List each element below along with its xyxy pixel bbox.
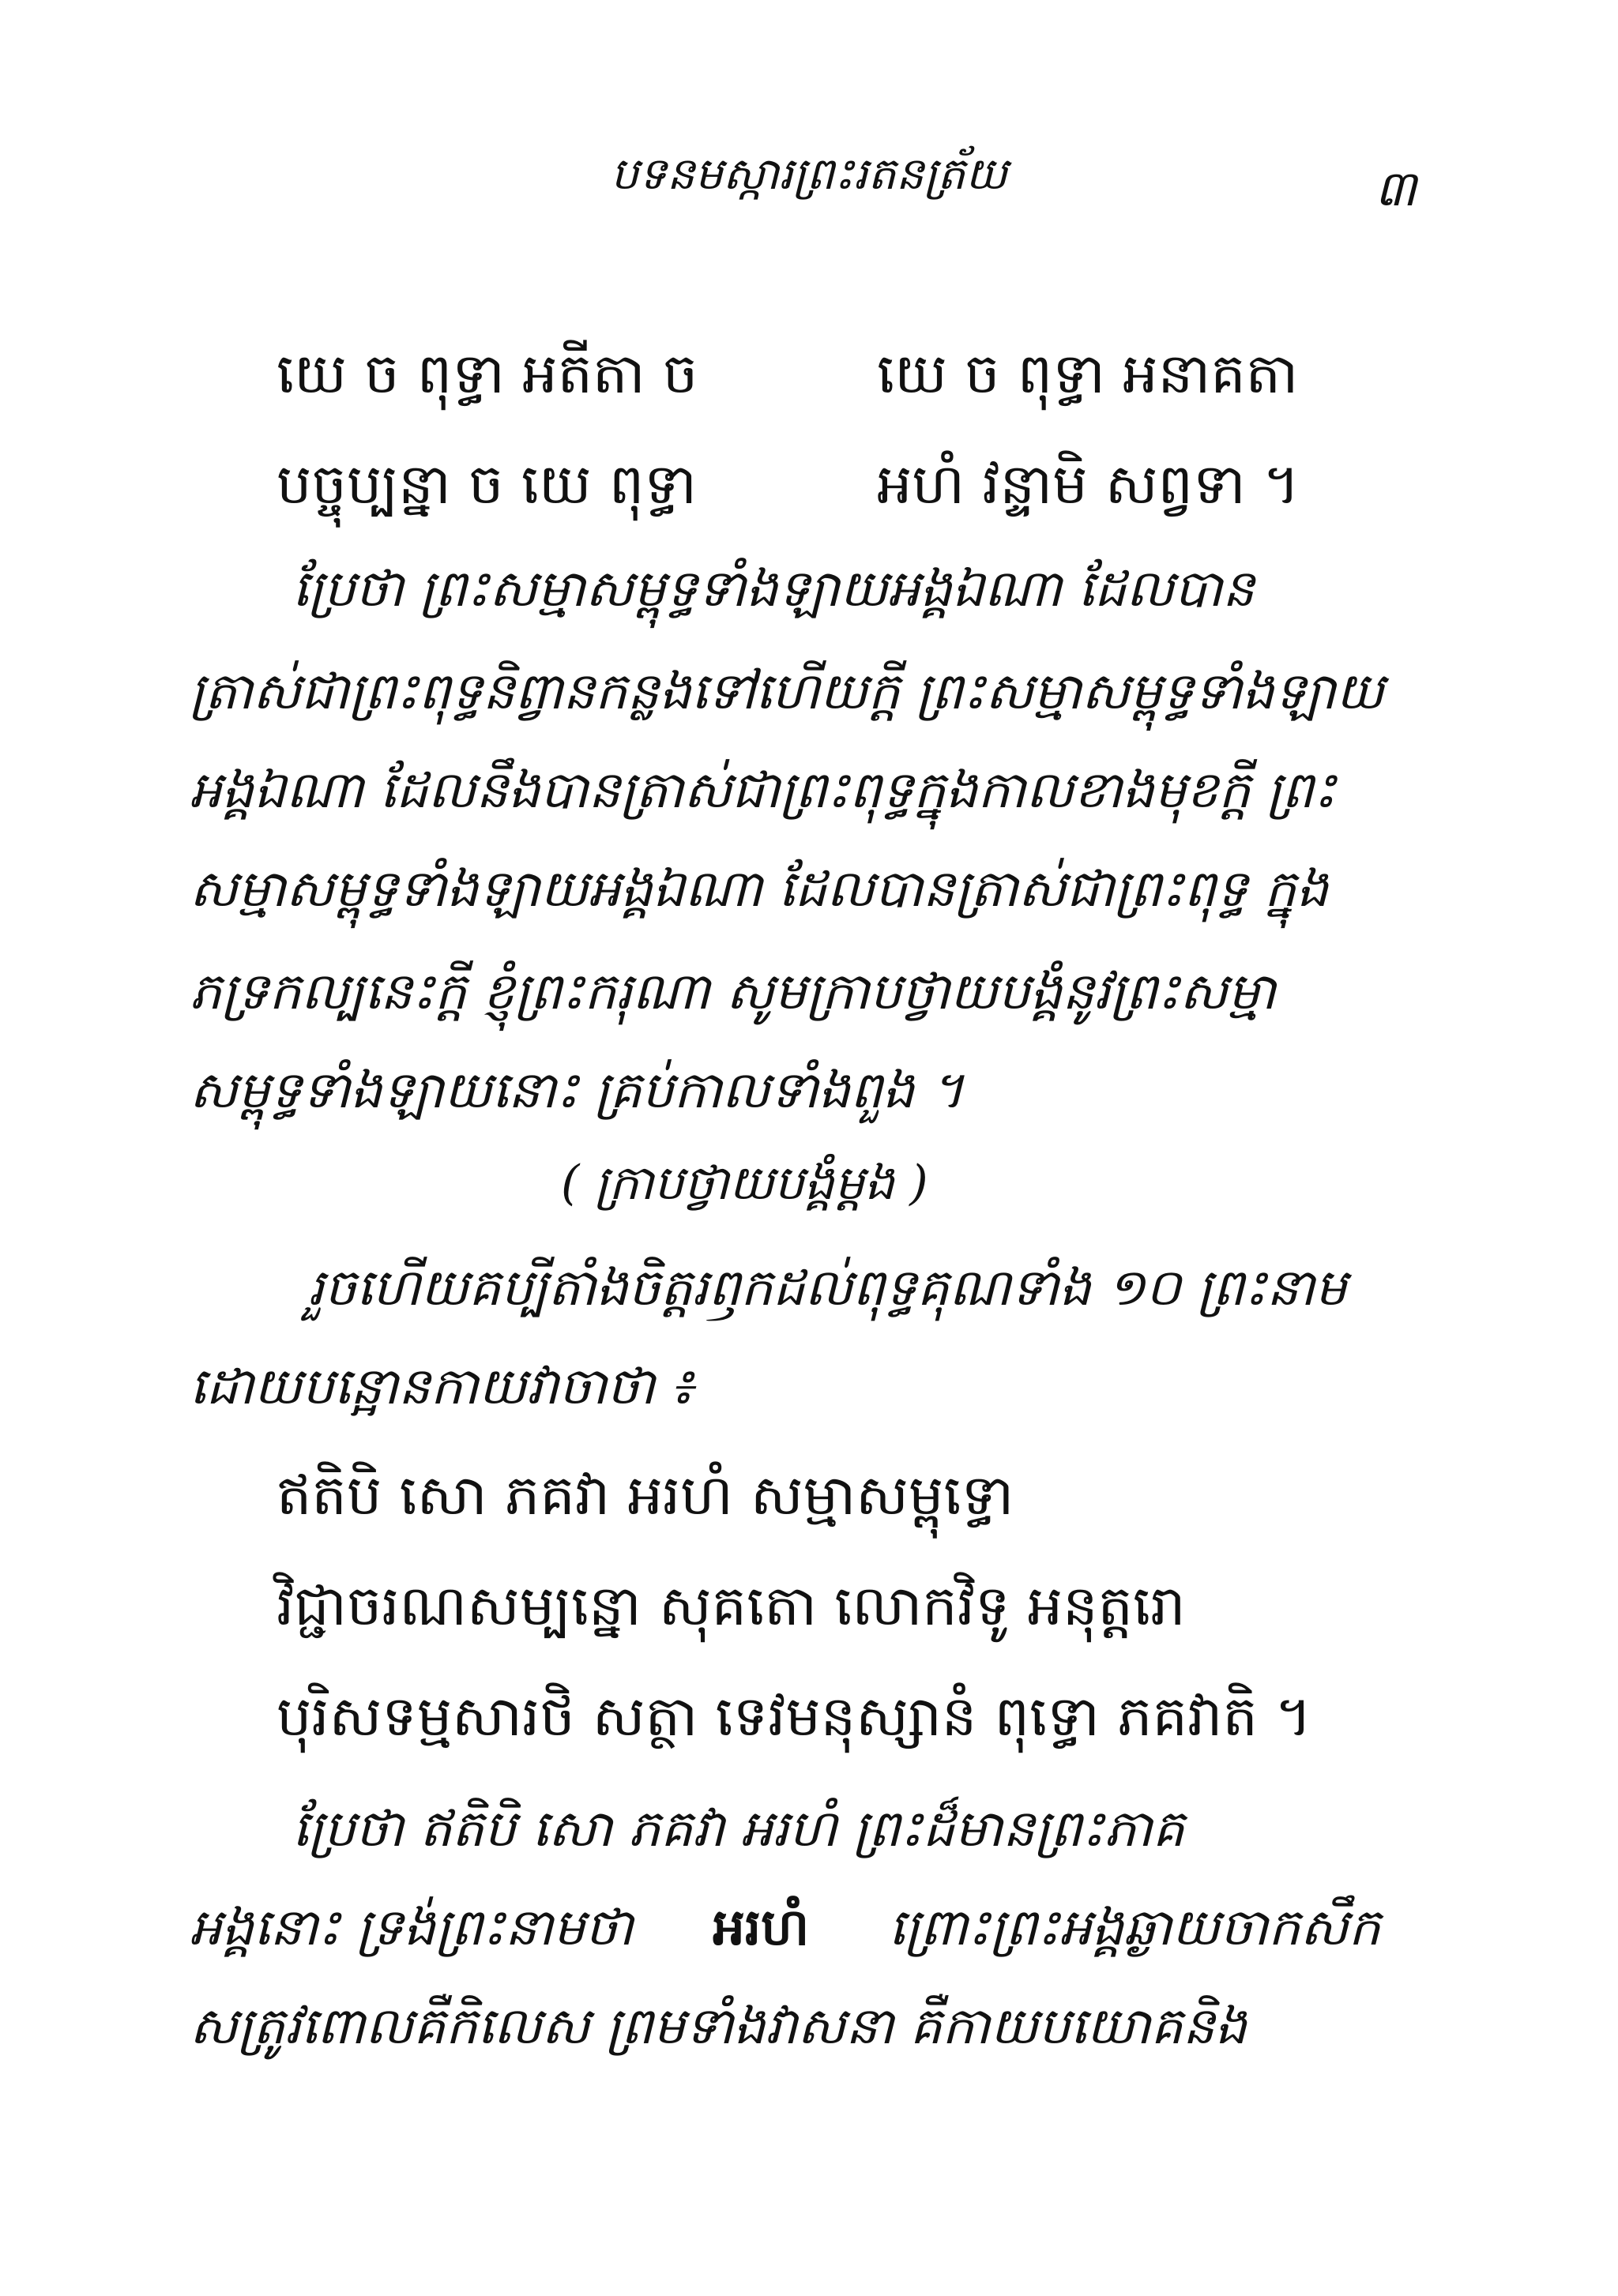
- verse2-line1: ឥតិបិ សោ ភគវា អរហំ សម្មាសម្ពុទ្ធោ: [277, 1463, 1014, 1528]
- instruction-line2: ដោយបន្អោនកាយវាចាថា ៖: [190, 1358, 694, 1416]
- translation2-line2: [190, 1896, 1380, 1970]
- caption-bow-once: ( ក្រាបថ្វាយបង្គំម្ដង ): [561, 1156, 928, 1211]
- translation1-line4: សម្មាសម្ពុទ្ធទាំងឡាយអង្គឯណា ដែលបានត្រាស់ជាព្រះពុទ្ធ ក្នុង: [190, 860, 1329, 919]
- verse2-line2: វិជ្ជាចរណសម្បន្នោ សុគតោ លោកវិទូ អនុត្តរោ: [277, 1573, 1186, 1638]
- translation2-line2-part-c: ព្រោះព្រះអង្គឆ្ងាយចាកសឹក: [888, 1899, 1381, 1957]
- translation2-line1: ប្រែថា ឥតិបិ សោ ភគវា អរហំ ព្រះដ៏មានព្រះភាគ: [292, 1800, 1185, 1858]
- running-title: បទនមស្ការព្រះរតនត្រ័យ: [610, 148, 1008, 200]
- translation1-line3: អង្គឯណា ដែលនឹងបានត្រាស់ជាព្រះពុទ្ធក្នុងកាលខាងមុខក្ដី ព្រះ: [190, 761, 1336, 820]
- verse1-line1a: យេ ច ពុទ្ធា អតីតា ច: [277, 341, 698, 406]
- translation1-line6: សម្ពុទ្ធទាំងឡាយនោះ គ្រប់កាលទាំងពួង ។: [190, 1062, 965, 1120]
- translation1-line5: ភទ្រកល្បនេះក្ដី ខ្ញុំព្រះករុណា សូមក្រាបថ្វាយបង្គំនូវព្រះសម្មា: [190, 963, 1277, 1021]
- translation1-line1: ប្រែថា ព្រះសម្មាសម្ពុទ្ធទាំងឡាយអង្គឯណា ដែលបាន: [292, 560, 1255, 618]
- verse1-line2b: អហំ វន្ទាមិ សព្វទា ។: [877, 452, 1300, 517]
- translation2-line2-part-a: អង្គនោះ ទ្រង់ព្រះនាមថា: [190, 1899, 634, 1957]
- translation2-line3: សត្រូវពោលគឺកិលេស ព្រមទាំងវាសនា គឺកាយបយោគនិង: [190, 1997, 1247, 2056]
- verse2-line3: បុរិសទម្មសារថិ សត្ថា ទេវមនុស្សានំ ពុទ្ធោ ភគវាតិ ។: [277, 1684, 1312, 1749]
- instruction-line1: រួចហើយគប្បីតាំងចិត្តរឭកដល់ពុទ្ធគុណទាំង ១០ ព្រះនាម: [308, 1259, 1347, 1317]
- verse1-line2a: បច្ចុប្បន្នា ច យេ ពុទ្ធា: [277, 452, 697, 517]
- page-number: ៣: [1375, 160, 1417, 217]
- translation1-line2: ត្រាស់ជាព្រះពុទ្ធនិព្វានកន្លងទៅហើយក្ដី ព្រះសម្មាសម្ពុទ្ធទាំងឡាយ: [190, 663, 1384, 721]
- verse1-line1b: យេ ច ពុទ្ធា អនាគតា: [877, 341, 1299, 406]
- translation2-arahang-bold: អរហំ: [713, 1898, 810, 1957]
